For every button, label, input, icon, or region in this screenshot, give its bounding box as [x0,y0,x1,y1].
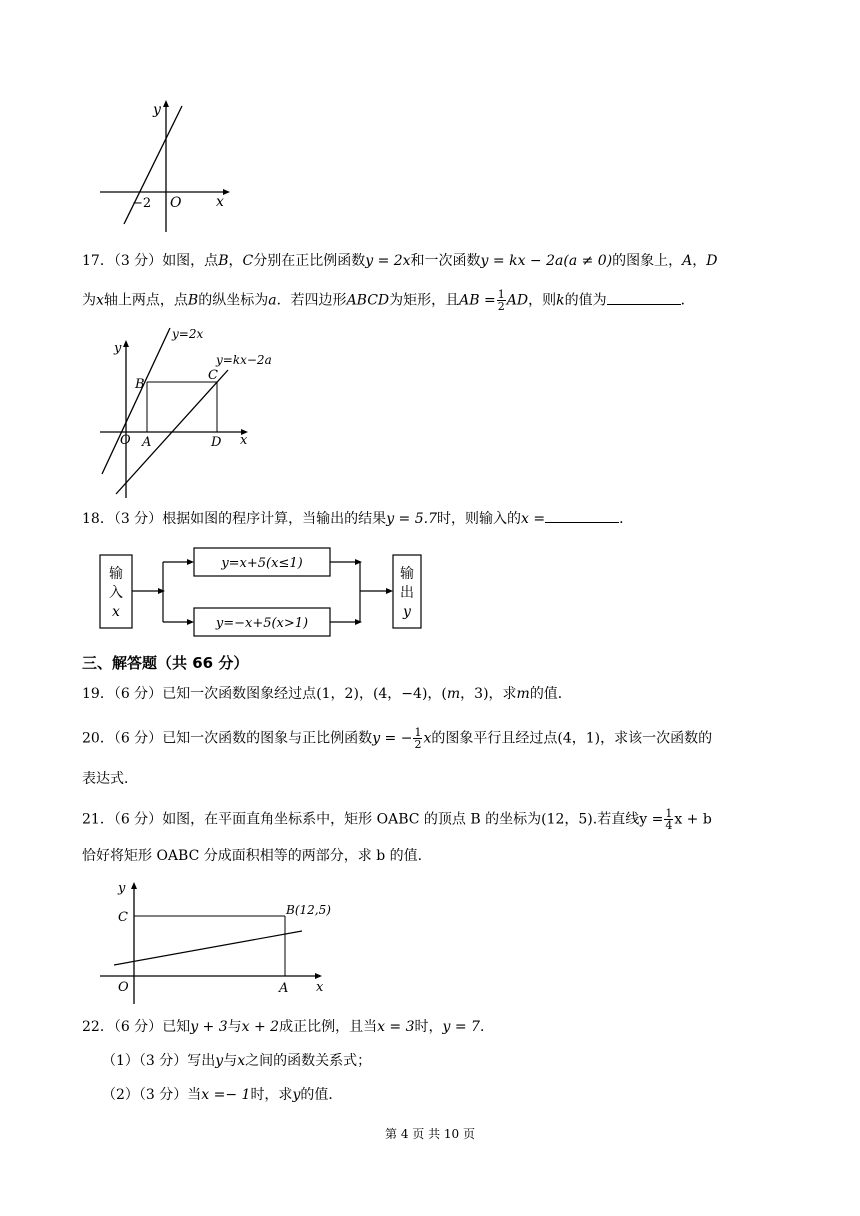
flow-input-line1: 输 [109,566,123,582]
q17-rect-abcd: ABCD [346,292,390,309]
q19-text: ， [358,686,373,702]
q17-var-x: x [96,292,104,309]
q17-text: ． [680,292,695,309]
q17-graph [96,322,286,502]
q21-x-label: x [316,980,324,995]
q22-text: 与 [227,1019,242,1035]
flow-bottom-formula: y=−x+5(x>1) [215,616,309,631]
q21-line1 [82,808,712,831]
q17-point-b: B [218,253,229,269]
q22-text: 与 [223,1053,238,1069]
question-number: 20． [82,730,114,747]
q22-text: 已知 [162,1019,191,1035]
q22-text: ． [479,1019,494,1035]
q17-o-label: O [120,433,131,448]
question-score: （6 分） [113,811,163,828]
q22-sub1 [102,1050,371,1072]
fraction-numerator: 1 [665,807,673,820]
q20-text: 已知一次函数的图象与正比例函数 [162,730,373,747]
flow-input-var: x [112,604,120,620]
q17-c-label: C [208,368,218,383]
q17-text: 的值为 [564,292,607,309]
q21-eq: y = [639,811,664,828]
fraction-denominator: 2 [497,300,505,313]
q18-flowchart [98,540,428,640]
q21-y-label: y [118,881,126,896]
answer-blank[interactable] [607,290,681,305]
q20-line1 [82,727,712,750]
q21-graph [96,876,346,1004]
q19-text: 的值． [529,686,572,702]
question-score: （3 分） [113,511,163,527]
q17-var-k: k [556,292,565,309]
q21-text: 如图，在平面直角坐标系中，矩形 OABC 的顶点 B 的坐标为 [162,811,542,828]
flow-output-line1: 输 [400,566,414,582]
q22-expr: x = 3 [377,1019,415,1035]
q19-point2: (4，−4) [372,686,428,702]
q17-eq-y2x: y = 2x [365,253,411,269]
q19-text: ， [427,686,442,702]
sub-question-label: （1）（3 分） [102,1053,188,1069]
q17-line2 [82,289,695,312]
sub-question-label: （2）（3 分） [102,1087,188,1103]
section-heading: 三、解答题（共 66 分） [82,654,249,672]
fraction-denominator: 2 [414,738,422,751]
q20-text: ，求该一次函数的 [600,730,713,747]
q20-fraction [413,727,422,750]
q19-text: ，求 [488,686,517,702]
q17-text: 分别在正比例函数 [253,253,366,269]
fraction-numerator: 1 [497,288,505,301]
q16-tick-label: −2 [132,196,152,211]
flow-output-line2: 出 [400,585,414,601]
q18-eq: y = 5.7 [386,511,437,527]
fraction-denominator: 4 [665,819,673,832]
answer-blank[interactable] [545,508,619,523]
q22-var-y: y [215,1053,224,1069]
q22-expr: y = 7 [442,1019,480,1035]
q17-b-label: B [135,377,145,392]
q21-eq: x + b [674,811,712,828]
q19-text: ( [441,686,447,702]
q17-eq-ab: AB = [459,292,496,309]
q20-line2: 表达式． [82,771,138,787]
q21-o-label: O [118,980,129,995]
q17-fraction [497,289,506,312]
q17-text: 为 [82,292,96,309]
q20-text: 的图象平行且经过点 [431,730,558,747]
q21-point: (12，5) [541,811,593,828]
q17-text: ， [692,253,707,269]
q17-label-kx: y=kx−2a [216,353,272,367]
q22-text: 当 [187,1087,202,1103]
q17-eq-linear: y = kx − 2a(a ≠ 0) [480,253,613,269]
q17-var-a: a [268,292,277,309]
q22-text: 的值． [300,1087,343,1103]
q17-label-2x: y=2x [172,327,204,341]
q16-x-label: x [216,194,224,210]
q18-text: 根据如图的程序计算，当输出的结果 [162,511,387,527]
q17-y-label: y [114,341,122,356]
flow-top-formula: y=x+5(x≤1) [221,556,303,571]
q17-text: ， [228,253,243,269]
q17-a-label: A [142,435,152,450]
q18-xeq: x = [521,511,546,527]
question-number: 18． [82,511,114,527]
q18-text: ． [619,511,634,527]
question-number: 21． [82,811,114,828]
question-score: （6 分） [113,1019,163,1035]
q17-point-a: A [682,253,693,269]
q20-point: (4，1) [557,730,601,747]
q18-line1 [82,508,633,530]
q17-text: 为矩形，且 [389,292,460,309]
q17-point-b: B [187,292,199,309]
q19-text: ，3) [460,686,489,702]
question-number: 22． [82,1019,114,1035]
question-number: 19． [82,686,114,702]
question-score: （3 分） [113,253,163,269]
q17-point-d: D [706,253,718,269]
q16-y-label: y [153,102,161,118]
q19-var-m: m [516,686,530,702]
q22-expr: x + 2 [241,1019,280,1035]
q22-text: 成正比例，且当 [279,1019,378,1035]
page-footer: 第 4 页 共 10 页 [385,1127,475,1141]
q17-text: 轴上两点，点 [103,292,188,309]
q18-text: 时，则输入的 [437,511,521,527]
q22-expr: x =− 1 [201,1087,251,1103]
q17-var-ad: AD [506,292,529,309]
q22-sub2 [102,1084,342,1106]
q17-point-c: C [242,253,254,269]
q21-c-label: C [118,910,128,925]
flow-input-line2: 入 [109,585,123,601]
q20-eq: x [423,730,432,747]
q17-d-label: D [211,435,222,450]
q21-text: .若直线 [592,811,640,828]
q20-eq: y = − [372,730,413,747]
q22-var-y: y [292,1087,301,1103]
q22-text: 时， [414,1019,443,1035]
q17-text: 和一次函数 [410,253,481,269]
q19-point1: (1，2) [316,686,359,702]
q22-text: 时，求 [250,1087,293,1103]
q21-fraction [664,808,673,831]
q16-origin-label: O [170,195,182,211]
q19-var-m: m [446,686,461,702]
q22-line1 [82,1016,494,1038]
q19-line1 [82,683,572,705]
q22-text: 写出 [187,1053,216,1069]
q17-text: 如图，点 [162,253,219,269]
q17-text: ．若四边形 [276,292,347,309]
question-number: 17． [82,253,114,269]
q21-line2: 恰好将矩形 OABC 分成面积相等的两部分，求 b 的值. [82,848,423,864]
q22-text: 之间的函数关系式； [245,1053,372,1069]
q17-x-label: x [240,433,248,448]
q21-a-label: A [279,981,289,996]
flow-output-var: y [403,604,411,620]
q17-text: ，则 [528,292,557,309]
q21-b-label: B(12,5) [286,903,331,917]
q22-expr: y + 3 [190,1019,228,1035]
question-score: （6 分） [113,730,163,747]
q16-graph [96,96,236,236]
question-score: （6 分） [113,686,163,702]
q17-line1 [82,250,718,272]
q19-text: 已知一次函数图象经过点 [162,686,317,702]
q17-text: 的纵坐标为 [198,292,269,309]
q22-var-x: x [237,1053,246,1069]
q17-text: 的图象上， [612,253,683,269]
fraction-numerator: 1 [414,726,422,739]
